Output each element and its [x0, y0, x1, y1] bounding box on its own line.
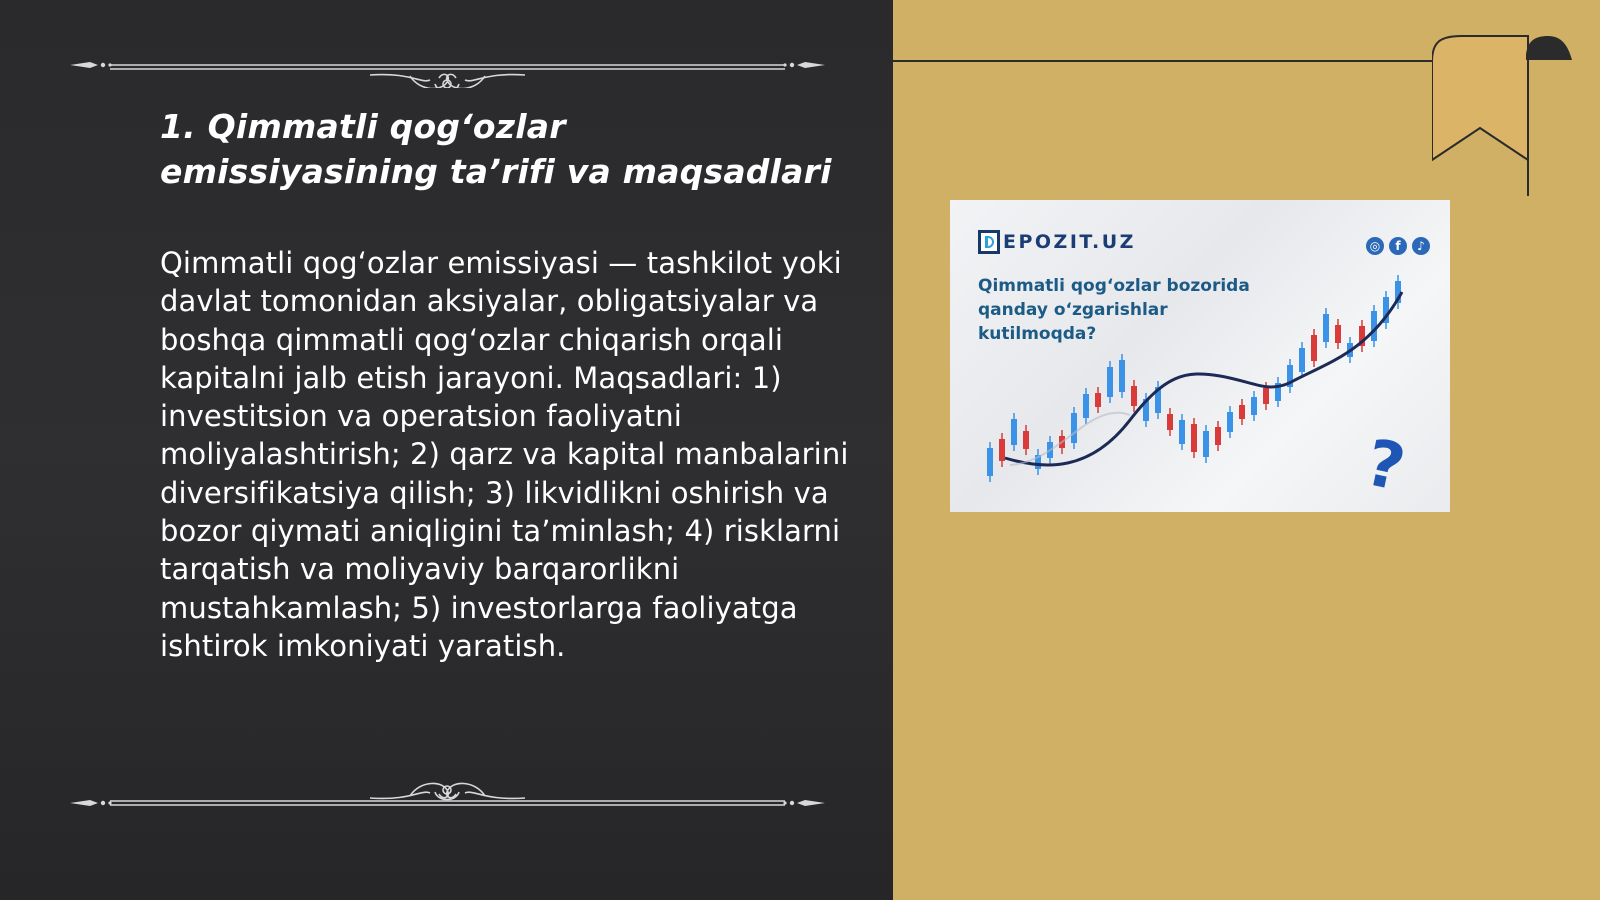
candle-body: [1023, 431, 1029, 449]
bookmark-ribbon: [1432, 32, 1572, 204]
candle-body: [1011, 419, 1017, 445]
candle-body: [1371, 311, 1377, 341]
candle-body: [1239, 405, 1245, 419]
candle-body: [999, 439, 1005, 461]
candle-body: [1083, 394, 1089, 418]
candle-body: [1335, 325, 1341, 343]
svg-text:?: ?: [1359, 426, 1412, 507]
instagram-icon[interactable]: ◎: [1366, 237, 1384, 255]
candle-body: [1179, 420, 1185, 444]
slide-body-text: Qimmatli qog‘ozlar emissiyasi — tashkilot yoki davlat tomonidan aksiyalar, obligatsiyalar va boshqa qimmatli qog‘ozlar chiqarish orqali kapitalni jalb etish jarayoni. Maqsadlari: 1) investitsion va operatsion faoliyatni moliyalashtirish; 2) qarz va kapital manbalarini diversifikatsiya qilish; 3) likvidlikni oshirish va bozor qiymati aniqligini ta’minlash; 4) risklarni tarqatish va moliyaviy barqarorlikni mustahkamlash; 5) investorlarga faoliyatga ishtirok imkoniyati yaratish.: [160, 246, 849, 663]
candle-body: [1095, 393, 1101, 407]
candle-body: [1323, 314, 1329, 342]
candle-body: [1299, 348, 1305, 372]
candle-body: [1227, 412, 1233, 432]
logo-mark-icon: [978, 230, 1000, 254]
logo-text: EPOZIT.UZ: [1003, 231, 1136, 253]
top-rule: [893, 60, 1443, 62]
candle-body: [1071, 413, 1077, 443]
bottom-ornament-divider: [70, 782, 825, 822]
thumbnail-headline: Qimmatli qog‘ozlar bozorida qanday o‘zgarishlar kutilmoqda?: [978, 276, 1250, 344]
top-ornament-divider: [70, 48, 825, 88]
facebook-icon[interactable]: f: [1389, 237, 1407, 255]
candle-body: [1215, 427, 1221, 445]
article-thumbnail[interactable]: [950, 200, 1450, 512]
question-mark-icon: [1359, 426, 1411, 506]
candle-body: [1263, 388, 1269, 404]
candle-body: [1191, 424, 1197, 452]
tiktok-icon[interactable]: ♪: [1412, 237, 1430, 255]
candle-body: [1119, 360, 1125, 392]
depozit-logo: [978, 230, 1136, 254]
slide-title: 1. Qimmatli qog‘ozlar emissiyasining ta’rifi va maqsadlari: [160, 107, 832, 191]
candle-body: [1203, 431, 1209, 457]
candle-body: [1251, 397, 1257, 415]
candle-body: [1131, 386, 1137, 406]
candle-body: [1167, 414, 1173, 430]
candle-body: [1311, 335, 1317, 361]
social-icons: [1366, 237, 1430, 255]
candle-body: [1107, 367, 1113, 397]
candle-body: [987, 448, 993, 476]
